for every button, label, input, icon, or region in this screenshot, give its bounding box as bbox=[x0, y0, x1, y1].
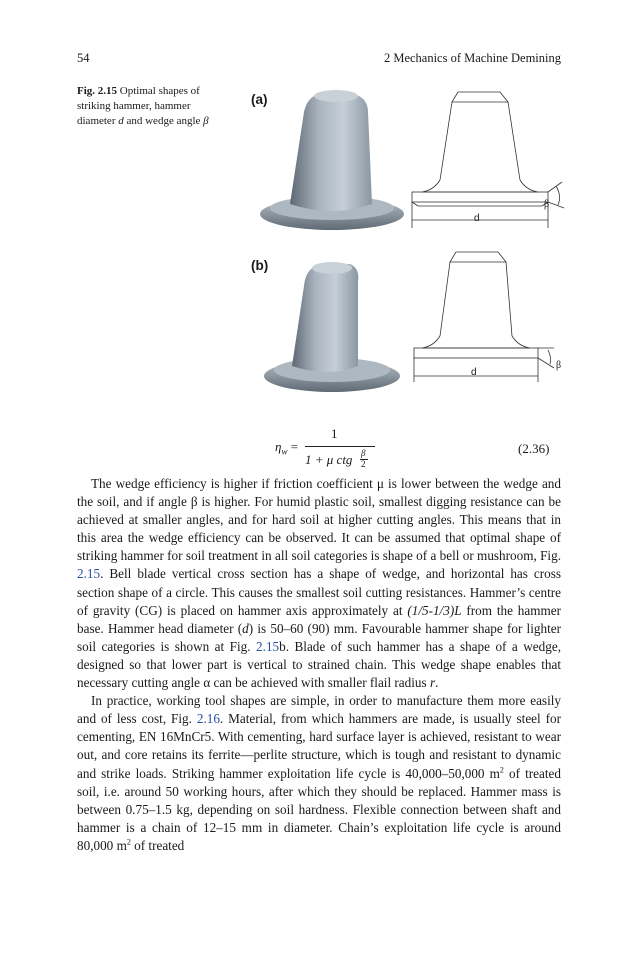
hammer-drawing-a bbox=[400, 80, 570, 240]
hammer-3d-a bbox=[250, 84, 410, 244]
eq-lhs: η bbox=[275, 439, 282, 454]
hammer-drawing-b bbox=[400, 242, 570, 392]
eq-numerator: 1 bbox=[331, 426, 338, 441]
p1-text-b: . Bell blade vertical cross section has a shape of wedge, and horizontal has cross section shape of a circle. This causes the smallest soil cutting resistances. Hammer’s centre of gravity (CG) is placed on hammer axis approximately at bbox=[77, 566, 561, 618]
p2-text-d: of treated bbox=[130, 837, 185, 853]
p1-d: d bbox=[242, 620, 249, 636]
eq-frac-den: 2 bbox=[361, 459, 366, 469]
fig-link-2-16[interactable]: 2.16 bbox=[196, 711, 220, 727]
eq-lhs-sub: w bbox=[281, 446, 288, 457]
figure-caption bbox=[77, 84, 227, 129]
paragraph-2 bbox=[77, 692, 561, 855]
p2-text-b: . Material, from which hammers are made, is usually steel for cementing, EN 16MnCr5. With cementing, hard surface layer is achieved, resistant to wear out, and core retains its ferrite—perlite structure, which is tough and resistant to dynamic and strike loads. Striking hammer exploitation life cycle is 40,000–50,000 m bbox=[77, 711, 561, 781]
caption-text: Optimal shapes of striking hammer, hammer diameter bbox=[77, 85, 200, 127]
p1-cg-fraction: (1/5-1/3)L bbox=[407, 602, 462, 618]
body-text bbox=[77, 475, 561, 855]
caption-beta: β bbox=[203, 115, 209, 127]
fig-link-2-15b[interactable]: 2.15 bbox=[256, 638, 280, 654]
sup-2b: 2 bbox=[126, 837, 131, 847]
panel-a-label: (a) bbox=[251, 92, 268, 107]
eq-frac-num: β bbox=[361, 448, 366, 458]
paragraph-1 bbox=[77, 475, 561, 692]
panel-b-label: (b) bbox=[251, 258, 269, 273]
running-title: 2 Mechanics of Machine Demining bbox=[383, 51, 561, 65]
p2-text-a: In practice, working tool shapes are simple, in order to manufacture them more easily and of less cost, Fig. bbox=[77, 693, 561, 727]
eq-equals: = bbox=[290, 439, 299, 454]
p1-text-e: b. Blade of such hammer has a shape of a wedge, designed so that lower part is vertical to strained chain. This wedge shape enables that necessary cutting angle α can be achieved with smaller flail radius bbox=[77, 638, 561, 691]
p1-r: r bbox=[429, 675, 436, 691]
p1-text-f: . bbox=[435, 675, 439, 691]
figure-label: Fig. 2.15 bbox=[77, 85, 118, 97]
p2-text-c: of treated soil, i.e. around 50 working hours, after which they should be replaced. Hammer mass is between 0.75–1.5 kg, depending on soil hardness. Flexible connection between shaft and hammer is a chain of 12–15 mm in diameter. Chain’s exploitation life cycle is around 80,000 m bbox=[77, 765, 561, 853]
hammer-3d-b bbox=[250, 250, 410, 410]
sup-2: 2 bbox=[499, 765, 504, 775]
dim-beta-b: β bbox=[556, 360, 562, 371]
dim-d-b: d bbox=[471, 367, 477, 378]
p1-text-a: The wedge efficiency is higher if friction coefficient μ is lower between the wedge and the soil, and if angle β is higher. For humid plastic soil, smallest digging resistance can be achieved at smaller angles, and for hard soil at higher cutting angles. This means that in this area the wedge efficiency can be observed. It can be assumed that optimal shape of striking hammer for soil treatment in all soil categories is shape of a bell or mushroom, Fig. bbox=[77, 476, 561, 564]
dim-beta-a: β bbox=[544, 199, 550, 210]
equation-number: (2.36) bbox=[518, 441, 550, 456]
p1-text-d: ) is 50–60 (90) mm. Favourable hammer shape for lighter soil categories is shown at Fig. bbox=[77, 620, 561, 654]
fig-link-2-15[interactable]: 2.15 bbox=[77, 566, 101, 582]
page-number: 54 bbox=[77, 51, 90, 65]
caption-mid: and wedge angle bbox=[123, 115, 204, 127]
dim-d-a: d bbox=[474, 213, 480, 224]
p1-text-c: from the hammer base. Hammer head diameter ( bbox=[77, 602, 562, 636]
caption-d: d bbox=[118, 115, 124, 127]
eq-denominator: 1 + μ ctg bbox=[305, 452, 353, 467]
